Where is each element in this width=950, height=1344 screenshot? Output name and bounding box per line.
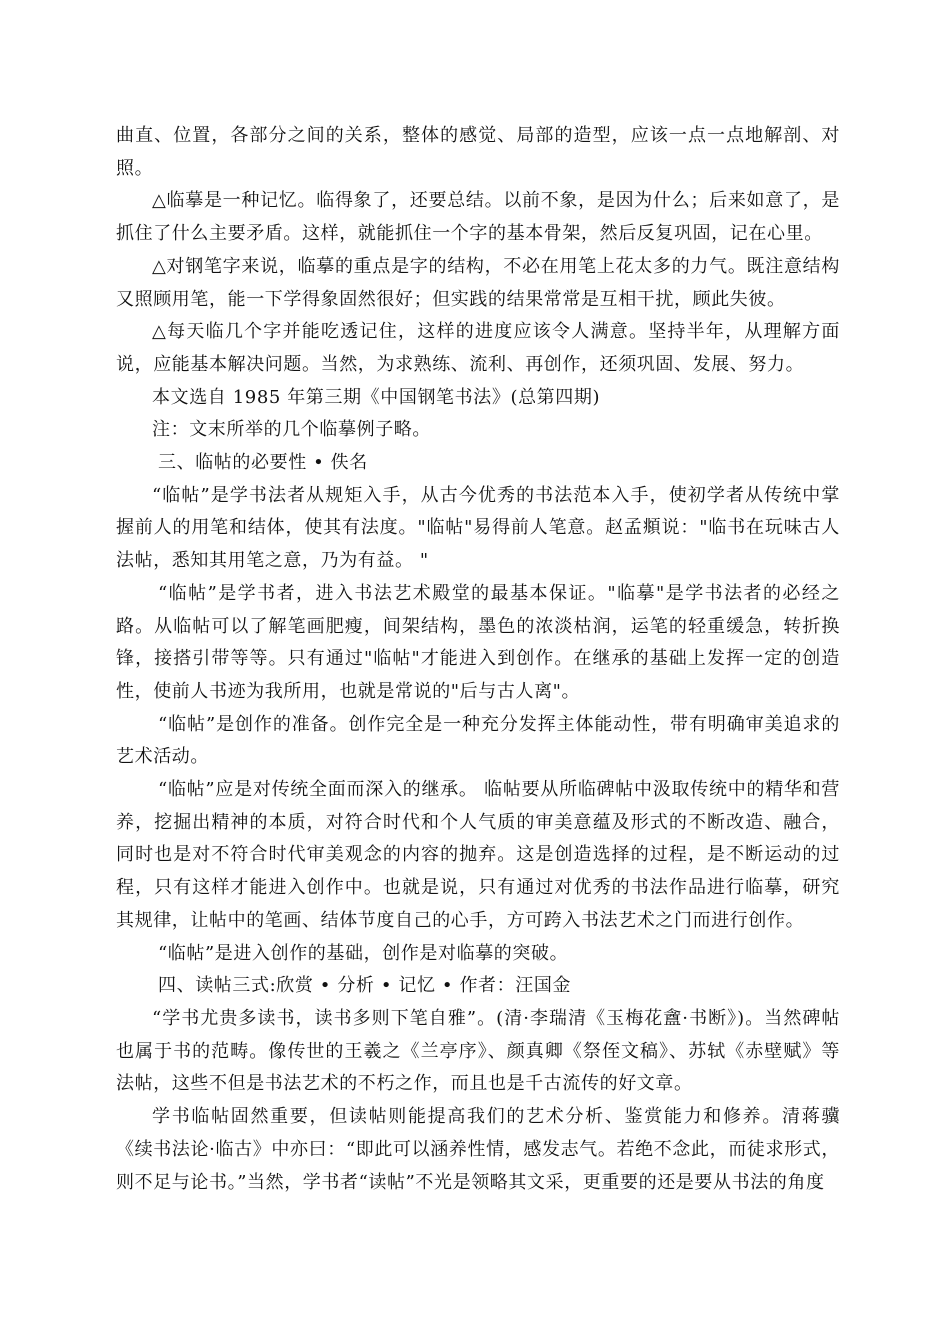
paragraph-lintie-inheritance: “临帖”应是对传统全面而深入的继承。 临帖要从所临碑帖中汲取传统中的精华和营养，挖掘出精神的本质，对符合时代和个人气质的审美意蕴及形式的不断改造、融合，同时也是对不符合时代审美观念的内容的抛弃。这是创造选择的过程，是不断运动的过程，只有这样才能进入创作中。也就是说，只有通过对优秀的书法作品进行临摹，研究其规律，让帖中的笔画、结体节度自己的心手，方可跨入书法艺术之门而进行创作。 [116, 779, 840, 931]
section-heading-four: 四、读帖三式:欣赏 • 分析 • 记忆 • 作者：汪国金 [158, 975, 572, 997]
paragraph-lintie-preparation: “临帖”是创作的准备。创作完全是一种充分发挥主体能动性，带有明确审美追求的艺术活动。 [116, 713, 840, 768]
paragraph-lintie-guarantee: “临帖”是学书者，进入书法艺术殿堂的最基本保证。"临摹"是学书法者的必经之路。从临帖可以了解笔画肥瘦，间架结构，墨色的浓淡枯润，运笔的轻重缓急，转折换锋，接搭引带等等。只有通过"临帖"才能进入到创作。在继承的基础上发挥一定的创造性，使前人书迹为我所用，也就是常说的"后与古人离"。 [116, 582, 840, 702]
document-body [116, 120, 840, 1199]
paragraph-lintie-intro: “临帖”是学书法者从规矩入手，从古今优秀的书法范本入手，使初学者从传统中掌握前人的用笔和结体，使其有法度。"临帖"易得前人笔意。赵孟頫说："临书在玩味古人法帖，悉知其用笔之意，乃为有益。 " [116, 484, 840, 572]
paragraph-note-daily: △每天临几个字并能吃透记住，这样的进度应该令人满意。坚持半年，从理解方面说，应能基本解决问题。当然，为求熟练、流利、再创作，还须巩固、发展、努力。 [116, 321, 840, 375]
paragraph-note-pen: △对钢笔字来说，临摹的重点是字的结构，不必在用笔上花太多的力气。既注意结构又照顾用笔，能一下学得象固然很好；但实践的结果常常是互相干扰，顾此失彼。 [116, 255, 840, 310]
paragraph-lintie-foundation: “临帖”是进入创作的基础，创作是对临摹的突破。 [158, 942, 569, 964]
paragraph-source: 本文选自 1985 年第三期《中国钢笔书法》(总第四期) [152, 386, 601, 408]
paragraph-continuation: 曲直、位置，各部分之间的关系，整体的感觉、局部的造型，应该一点一点地解剖、对照。 [116, 125, 840, 179]
paragraph-note-memory: △临摹是一种记忆。临得象了，还要总结。以前不象，是因为什么；后来如意了，是抓住了什么主要矛盾。这样，就能抓住一个字的基本骨架，然后反复巩固，记在心里。 [116, 190, 840, 245]
paragraph-footnote: 注：文末所举的几个临摹例子略。 [152, 419, 431, 441]
paragraph-reading-importance: 学书临帖固然重要，但读帖则能提高我们的艺术分析、鉴赏能力和修养。清蒋骥《续书法论·临古》中亦曰：“即此可以涵养性情，感发志气。若绝不念此，而徒求形式，则不足与论书。”当然，学书者“读帖”不光是领略其文采，更重要的还是要从书法的角度 [116, 1106, 840, 1193]
section-heading-three: 三、临帖的必要性 • 佚名 [158, 452, 368, 474]
paragraph-reading-quote: “学书尤贵多读书，读书多则下笔自雅”。(清·李瑞清《玉梅花盦·书断》)。当然碑帖也属于书的范畴。像传世的王羲之《兰亭序》、颜真卿《祭侄文稿》、苏轼《赤壁赋》等法帖，这些不但是书法艺术的不朽之作，而且也是千古流传的好文章。 [116, 1007, 840, 1095]
